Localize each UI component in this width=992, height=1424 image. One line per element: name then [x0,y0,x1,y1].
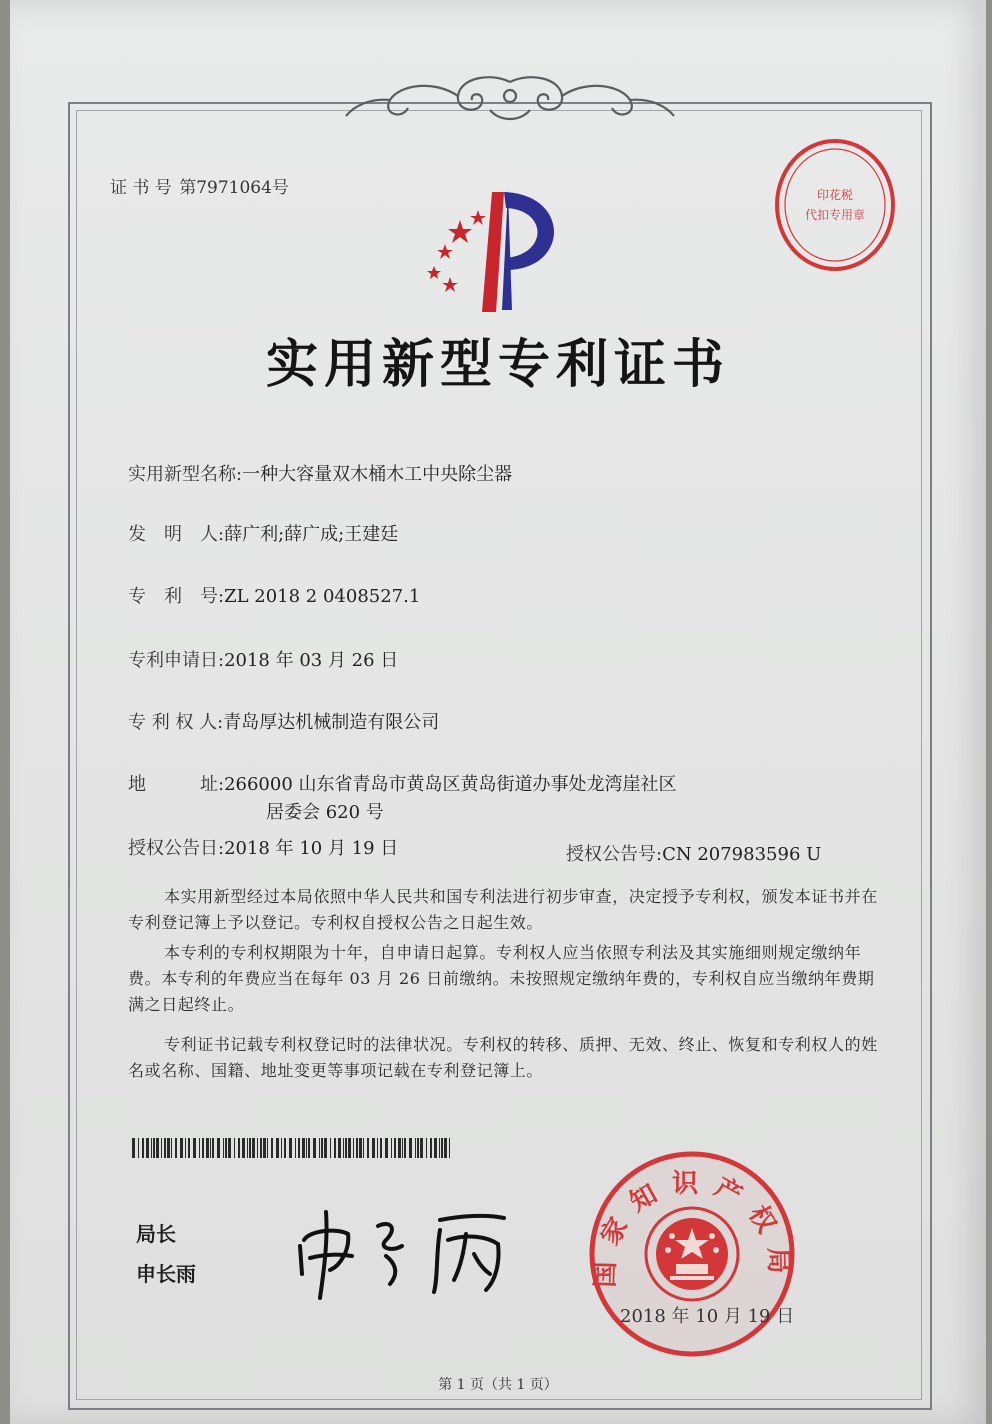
field-value: 一种大容量双木桶木工中央除尘器 [242,464,513,485]
field-label: 地 址: [128,774,225,795]
field-patentee [128,708,439,734]
page-number: 第 1 页（共 1 页） [438,1377,558,1393]
field-value: 居委会 620 号 [266,802,384,823]
field-value: 2018 年 03 月 26 日 [224,650,399,671]
field-label: 实用新型名称: [128,464,243,485]
patent-office-logo [420,180,590,320]
top-ornament [340,70,680,130]
field-grant-number [566,840,821,866]
field-value: 2018 年 10 月 19 日 [224,838,399,859]
tax-seal-stamp [772,135,898,275]
field-address-line2 [266,798,384,824]
director-signature [290,1200,510,1300]
barcode [132,1138,452,1158]
director-title: 局长 [136,1222,176,1246]
field-value: 266000 山东省青岛市黄岛区黄岛街道办事处龙湾崖社区 [224,774,677,795]
field-filing-date [128,646,398,672]
certificate-title: 实用新型专利证书 [265,335,730,395]
field-grant-date [128,834,398,860]
paragraph-term-fees: 本专利的专利权期限为十年，自申请日起算。专利权人应当依照专利法及其实施细则规定缴纳年费。本专利的年费应当在每年 03 月 26 日前缴纳。未按照规定缴纳年费的，专利权自应当缴纳年费期满之日起终止。 [128,943,875,1014]
paragraph-grant-notice: 本实用新型经过本局依照中华人民共和国专利法进行初步审查，决定授予专利权，颁发本证书并在专利登记簿上予以登记。专利权自授权公告之日起生效。 [128,887,878,932]
tax-seal-line2: 代扣专用章 [804,208,866,222]
field-label: 发 明 人: [128,524,225,545]
field-value: 青岛厚达机械制造有限公司 [223,712,440,733]
certificate-number [110,173,289,198]
certificate-number-value: 第7971064号 [179,178,289,198]
field-utility-model-name [128,460,512,486]
field-label: 授权公告号: [566,844,663,865]
field-patent-number [128,582,420,608]
field-value: ZL 2018 2 0408527.1 [224,586,421,607]
certificate-number-label: 证 书 号 [110,178,172,198]
paragraph-legal-status: 专利证书记载专利权登记时的法律状况。专利权的转移、质押、无效、终止、恢复和专利权人的姓名或名称、国籍、地址变更等事项记载在专利登记簿上。 [128,1035,878,1080]
field-label: 专 利 权 人: [128,712,224,733]
seal-date: 2018 年 10 月 19 日 [620,1306,795,1327]
field-label: 专 利 号: [128,586,225,607]
field-label: 授权公告日: [128,838,225,859]
field-label: 专利申请日: [128,650,225,671]
field-address [128,770,677,796]
certificate-sheet [10,0,986,1424]
tax-seal-line1: 印花税 [816,188,854,202]
field-value: CN 207983596 U [662,844,822,865]
director-name: 申长雨 [136,1262,196,1286]
seal-arc-text: 国家知识产权局 [590,1169,794,1288]
field-value: 薛广利;薛广成;王建廷 [224,524,399,545]
field-inventor [128,520,398,546]
